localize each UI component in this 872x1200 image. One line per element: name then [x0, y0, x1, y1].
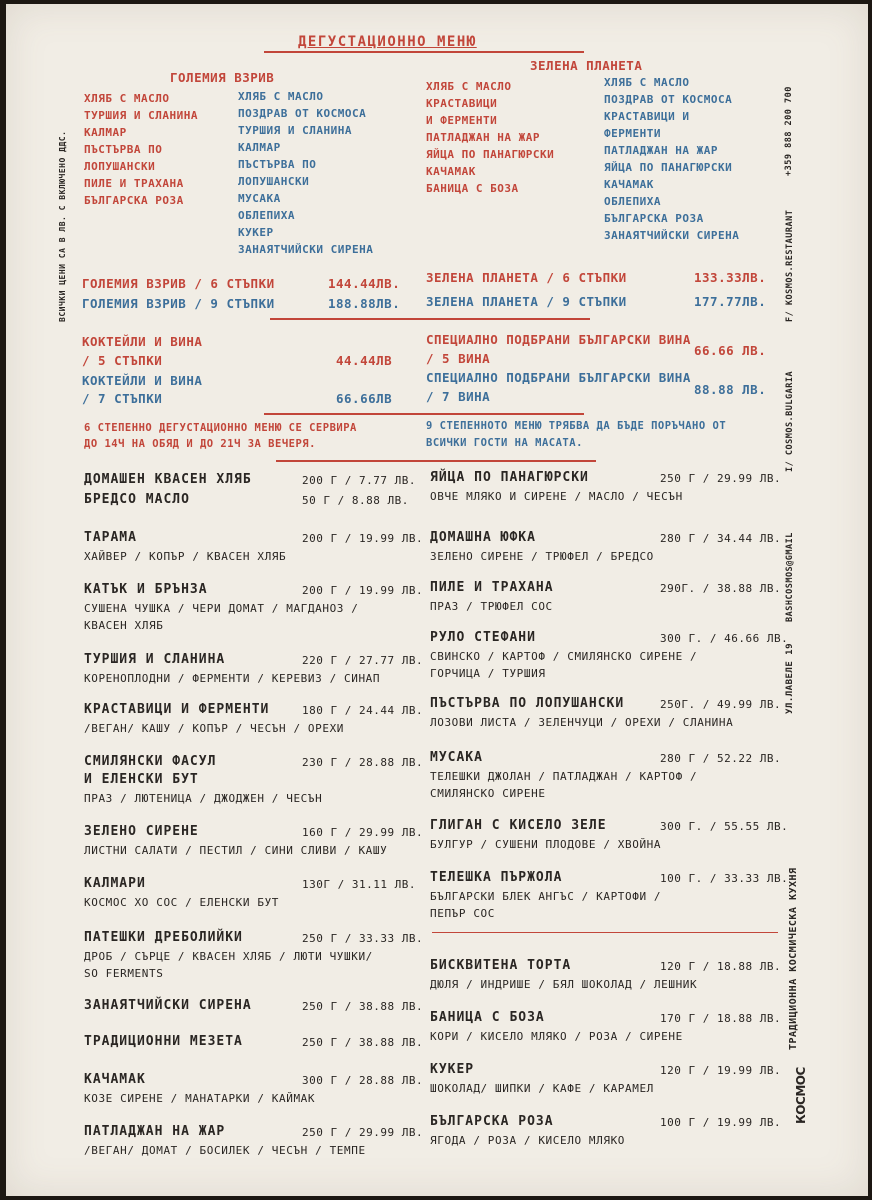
menu-item-price: 120 Г / 19.99 ЛВ. — [660, 1064, 782, 1077]
menu-item-name: СМИЛЯНСКИ ФАСУЛ — [84, 754, 217, 769]
menu-item-description: КВАСЕН ХЛЯБ — [84, 619, 164, 632]
menu-item-description: ЛИСТНИ САЛАТИ / ПЕСТИЛ / СИНИ СЛИВИ / КАШУ — [84, 844, 388, 857]
menu-item-description: СВИНСКО / КАРТОФ / СМИЛЯНСКО СИРЕНЕ / — [430, 650, 698, 663]
menu-item-name: КАТЪК И БРЪНЗА — [84, 582, 208, 597]
menu-item-price: 250 Г / 38.88 ЛВ. — [302, 1036, 424, 1049]
menu-item-name: ПЪСТЪРВА ПО ЛОПУШАНСКИ — [430, 696, 625, 711]
menu-item-name: КАЧАМАК — [84, 1072, 146, 1087]
menu-item-name: КАЛМАРИ — [84, 876, 146, 891]
course-item: ОБЛЕПИХА — [238, 209, 295, 222]
menu-item-description: ХАЙВЕР / КОПЪР / КВАСЕН ХЛЯБ — [84, 550, 287, 563]
course-item: ЗАНАЯТЧИЙСКИ СИРЕНА — [604, 229, 740, 242]
menu-item-name: ПАТЕШКИ ДРЕБОЛИЙКИ — [84, 930, 243, 945]
menu-item-name: ТАРАМА — [84, 530, 137, 545]
course-item: КУКЕР — [238, 226, 274, 239]
course-item: ПОЗДРАВ ОТ КОСМОСА — [238, 107, 367, 120]
note-right-1: 9 СТЕПЕННОТО МЕНЮ ТРЯБВА ДА БЪДЕ ПОРЪЧАНО ОТ — [426, 420, 727, 432]
menu-item-price: 50 Г / 8.88 ЛВ. — [302, 494, 409, 507]
menu-item-price: 250 Г / 38.88 ЛВ. — [302, 1000, 424, 1013]
menu-item-name: ТЕЛЕШКА ПЪРЖОЛА — [430, 870, 563, 885]
menu-item-name: ПАТЛАДЖАН НА ЖАР — [84, 1124, 226, 1139]
menu-item-description: КОРЕНОПЛОДНИ / ФЕРМЕНТИ / КЕРЕВИЗ / СИНАП — [84, 672, 381, 685]
zelena-9-price: 177.77ЛВ. — [694, 294, 767, 309]
cocktails-5-price: 44.44ЛВ — [336, 353, 393, 368]
menu-item-price: 160 Г / 29.99 ЛВ. — [302, 826, 424, 839]
note-left-2: ДО 14Ч НА ОБЯД И ДО 21Ч ЗА ВЕЧЕРЯ. — [84, 438, 316, 450]
wines-5-count: / 5 ВИНА — [426, 351, 491, 366]
course-item: ХЛЯБ С МАСЛО — [604, 76, 690, 89]
menu-item-price: 250Г. / 49.99 ЛВ. — [660, 698, 782, 711]
menu-item-name: ГЛИГАН С КИСЕЛО ЗЕЛЕ — [430, 818, 607, 833]
page-title: ДЕГУСТАЦИОННО МЕНЮ — [298, 34, 477, 50]
note-right-2: ВСИЧКИ ГОСТИ НА МАСАТА. — [426, 437, 583, 449]
menu-item-description: ПЕПЪР СОС — [430, 907, 496, 920]
course-item: ТУРШИЯ И СЛАНИНА — [84, 109, 198, 122]
menu-item-name: КРАСТАВИЦИ И ФЕРМЕНТИ — [84, 702, 270, 717]
menu-item-price: 250 Г / 33.33 ЛВ. — [302, 932, 424, 945]
menu-item-name: БИСКВИТЕНА ТОРТА — [430, 958, 572, 973]
course-item: И ФЕРМЕНТИ — [426, 114, 498, 127]
course-item: ЗАНАЯТЧИЙСКИ СИРЕНА — [238, 243, 374, 256]
cocktails-7-price: 66.66ЛВ — [336, 391, 393, 406]
course-item: ЛОПУШАНСКИ — [238, 175, 310, 188]
wines-5-title: СПЕЦИАЛНО ПОДБРАНИ БЪЛГАРСКИ ВИНА — [426, 332, 691, 347]
golemia-9-label: ГОЛЕМИЯ ВЗРИВ / 9 СТЪПКИ — [82, 296, 275, 311]
course-item: КАЧАМАК — [604, 178, 654, 191]
menu-item-price: 300 Г. / 55.55 ЛВ. — [660, 820, 789, 833]
menu-item-price: 170 Г / 18.88 ЛВ. — [660, 1012, 782, 1025]
menu-item-name: ТРАДИЦИОННИ МЕЗЕТА — [84, 1034, 243, 1049]
menu-item-description: БУЛГУР / СУШЕНИ ПЛОДОВЕ / ХВОЙНА — [430, 838, 662, 851]
menu-item-description: КОРИ / КИСЕЛО МЛЯКО / РОЗА / СИРЕНЕ — [430, 1030, 683, 1043]
menu-item-name: ЗЕЛЕНО СИРЕНЕ — [84, 824, 199, 839]
wines-7-count: / 7 ВИНА — [426, 389, 491, 404]
menu-item-name: ПИЛЕ И ТРАХАНА — [430, 580, 554, 595]
menu-item-price: 300 Г / 28.88 ЛВ. — [302, 1074, 424, 1087]
cocktails-5-steps: / 5 СТЪПКИ — [82, 353, 163, 368]
menu-item-name: КУКЕР — [430, 1062, 475, 1077]
course-item: ХЛЯБ С МАСЛО — [84, 92, 170, 105]
email: BASHCOSMOS@GMAIL — [785, 532, 795, 622]
menu-item-description: /ВЕГАН/ КАШУ / КОПЪР / ЧЕСЪН / ОРЕХИ — [84, 722, 345, 735]
menu-item-description: ЛОЗОВИ ЛИСТА / ЗЕЛЕНЧУЦИ / ОРЕХИ / СЛАНИНА — [430, 716, 734, 729]
course-item: ПЪСТЪРВА ПО — [238, 158, 317, 171]
menu-item-name: ТУРШИЯ И СЛАНИНА — [84, 652, 226, 667]
course-item: ПАТЛАДЖАН НА ЖАР — [426, 131, 540, 144]
menu-item-price: 230 Г / 28.88 ЛВ. — [302, 756, 424, 769]
menu-item-description: ШОКОЛАД/ ШИПКИ / КАФЕ / КАРАМЕЛ — [430, 1082, 654, 1095]
menu-item-description: /ВЕГАН/ ДОМАТ / БОСИЛЕК / ЧЕСЪН / ТЕМПЕ — [84, 1144, 366, 1157]
course-item: ФЕРМЕНТИ — [604, 127, 661, 140]
menu-item-description: ДЮЛЯ / ИНДРИШЕ / БЯЛ ШОКОЛАД / ЛЕШНИК — [430, 978, 698, 991]
rule-desserts — [432, 932, 778, 933]
menu-item-price: 120 Г / 18.88 ЛВ. — [660, 960, 782, 973]
course-item: ХЛЯБ С МАСЛО — [238, 90, 324, 103]
golemia-9-price: 188.88ЛВ. — [328, 296, 401, 311]
course-item: КАЧАМАК — [426, 165, 476, 178]
menu-item-description: ДРОБ / СЪРЦЕ / КВАСЕН ХЛЯБ / ЛЮТИ ЧУШКИ/ — [84, 950, 373, 963]
menu-item-price: 200 Г / 19.99 ЛВ. — [302, 532, 424, 545]
wines-7-price: 88.88 ЛВ. — [694, 382, 767, 397]
golemia-title: ГОЛЕМИЯ ВЗРИВ — [170, 70, 275, 85]
note-left-1: 6 СТЕПЕННО ДЕГУСТАЦИОННО МЕНЮ СЕ СЕРВИРА — [84, 422, 357, 434]
tagline: ТРАДИЦИОННА КОСМИЧЕСКА КУХНЯ — [788, 867, 799, 1050]
instagram-handle: I/ COSMOS.BULGARIA — [785, 370, 795, 472]
menu-item-price: 290Г. / 38.88 ЛВ. — [660, 582, 782, 595]
menu-item-description: ГОРЧИЦА / ТУРШИЯ — [430, 667, 546, 680]
course-item: КРАСТАВИЦИ И — [604, 110, 690, 123]
zelena-9-label: ЗЕЛЕНА ПЛАНЕТА / 9 СТЪПКИ — [426, 294, 627, 309]
menu-item-description: ЗЕЛЕНО СИРЕНЕ / ТРЮФЕЛ / БРЕДСО — [430, 550, 654, 563]
course-item: ПИЛЕ И ТРАХАНА — [84, 177, 184, 190]
menu-item-name: РУЛО СТЕФАНИ — [430, 630, 536, 645]
kosmos-logo: КОСМОС — [794, 1067, 808, 1124]
course-item: БАНИЦА С БОЗА — [426, 182, 519, 195]
menu-item-description: КОСМОС ХО СОС / ЕЛЕНСКИ БУТ — [84, 896, 280, 909]
rule-pairings — [264, 413, 584, 415]
menu-item-description: БЪЛГАРСКИ БЛЕК АНГЪС / КАРТОФИ / — [430, 890, 662, 903]
menu-item-name: ЗАНАЯТЧИЙСКИ СИРЕНА — [84, 998, 252, 1013]
cocktails-5-title: КОКТЕЙЛИ И ВИНА — [82, 334, 203, 349]
course-item: КРАСТАВИЦИ — [426, 97, 498, 110]
cocktails-7-title: КОКТЕЙЛИ И ВИНА — [82, 373, 203, 388]
course-item: ЛОПУШАНСКИ — [84, 160, 156, 173]
menu-item-price: 180 Г / 24.44 ЛВ. — [302, 704, 424, 717]
menu-item-description: ПРАЗ / ЛЮТЕНИЦА / ДЖОДЖЕН / ЧЕСЪН — [84, 792, 323, 805]
menu-item-description: ОВЧЕ МЛЯКО И СИРЕНЕ / МАСЛО / ЧЕСЪН — [430, 490, 683, 503]
cocktails-7-steps: / 7 СТЪПКИ — [82, 391, 163, 406]
course-item: ЯЙЦА ПО ПАНАГЮРСКИ — [426, 148, 555, 161]
menu-item-name: ДОМАШЕН КВАСЕН ХЛЯБ — [84, 472, 252, 487]
zelena-6-price: 133.33ЛВ. — [694, 270, 767, 285]
course-item: ЯЙЦА ПО ПАНАГЮРСКИ — [604, 161, 733, 174]
course-item: БЪЛГАРСКА РОЗА — [84, 194, 184, 207]
course-item: ХЛЯБ С МАСЛО — [426, 80, 512, 93]
course-item: МУСАКА — [238, 192, 281, 205]
menu-item-name: БАНИЦА С БОЗА — [430, 1010, 545, 1025]
menu-item-price: 280 Г / 34.44 ЛВ. — [660, 532, 782, 545]
menu-item-name: БЪЛГАРСКА РОЗА — [430, 1114, 554, 1129]
menu-item-price: 300 Г. / 46.66 ЛВ. — [660, 632, 789, 645]
menu-page — [6, 4, 868, 1196]
menu-item-price: 250 Г / 29.99 ЛВ. — [660, 472, 782, 485]
menu-item-description: СМИЛЯНСКО СИРЕНЕ — [430, 787, 546, 800]
menu-item-price: 130Г / 31.11 ЛВ. — [302, 878, 416, 891]
menu-item-description: КОЗЕ СИРЕНЕ / МАНАТАРКИ / КАЙМАК — [84, 1092, 316, 1105]
golemia-6-price: 144.44ЛВ. — [328, 276, 401, 291]
menu-item-name: И ЕЛЕНСКИ БУТ — [84, 772, 199, 787]
course-item: БЪЛГАРСКА РОЗА — [604, 212, 704, 225]
menu-item-price: 220 Г / 27.77 ЛВ. — [302, 654, 424, 667]
course-item: КАЛМАР — [238, 141, 281, 154]
menu-item-description: ПРАЗ / ТРЮФЕЛ СОС — [430, 600, 553, 613]
menu-item-name: ЯЙЦА ПО ПАНАГЮРСКИ — [430, 470, 589, 485]
menu-item-price: 200 Г / 19.99 ЛВ. — [302, 584, 424, 597]
menu-item-description: СУШЕНА ЧУШКА / ЧЕРИ ДОМАТ / МАГДАНОЗ / — [84, 602, 359, 615]
menu-item-price: 100 Г / 19.99 ЛВ. — [660, 1116, 782, 1129]
zelena-6-label: ЗЕЛЕНА ПЛАНЕТА / 6 СТЪПКИ — [426, 270, 627, 285]
course-item: ПАТЛАДЖАН НА ЖАР — [604, 144, 718, 157]
menu-item-description: SO FERMENTS — [84, 967, 164, 980]
menu-item-price: 280 Г / 52.22 ЛВ. — [660, 752, 782, 765]
facebook-handle: F/ KOSMOS.RESTAURANT — [785, 209, 795, 322]
menu-item-description: ТЕЛЕШКИ ДЖОЛАН / ПАТЛАДЖАН / КАРТОФ / — [430, 770, 698, 783]
course-item: ПЪСТЪРВА ПО — [84, 143, 163, 156]
course-item: ТУРШИЯ И СЛАНИНА — [238, 124, 352, 137]
rule-notes — [276, 460, 596, 462]
menu-item-price: 250 Г / 29.99 ЛВ. — [302, 1126, 424, 1139]
wines-5-price: 66.66 ЛВ. — [694, 343, 767, 358]
golemia-6-label: ГОЛЕМИЯ ВЗРИВ / 6 СТЪПКИ — [82, 276, 275, 291]
zelena-title: ЗЕЛЕНА ПЛАНЕТА — [530, 58, 643, 73]
menu-item-description: ЯГОДА / РОЗА / КИСЕЛО МЛЯКО — [430, 1134, 626, 1147]
menu-item-price: 100 Г. / 33.33 ЛВ. — [660, 872, 789, 885]
menu-item-name: БРЕДСО МАСЛО — [84, 492, 190, 507]
phone-number: +359 888 200 700 — [784, 86, 794, 176]
menu-item-name: МУСАКА — [430, 750, 483, 765]
address: УЛ.ЛАВЕЛЕ 19 — [785, 642, 795, 714]
course-item: ОБЛЕПИХА — [604, 195, 661, 208]
menu-item-name: ДОМАШНА ЮФКА — [430, 530, 536, 545]
title-rule — [264, 51, 584, 53]
menu-item-price: 200 Г / 7.77 ЛВ. — [302, 474, 416, 487]
course-item: ПОЗДРАВ ОТ КОСМОСА — [604, 93, 733, 106]
vat-note: ВСИЧКИ ЦЕНИ СА В ЛВ. С ВКЛЮЧЕНО ДДС. — [58, 130, 67, 322]
course-item: КАЛМАР — [84, 126, 127, 139]
wines-7-title: СПЕЦИАЛНО ПОДБРАНИ БЪЛГАРСКИ ВИНА — [426, 370, 691, 385]
rule-prices — [270, 318, 590, 320]
